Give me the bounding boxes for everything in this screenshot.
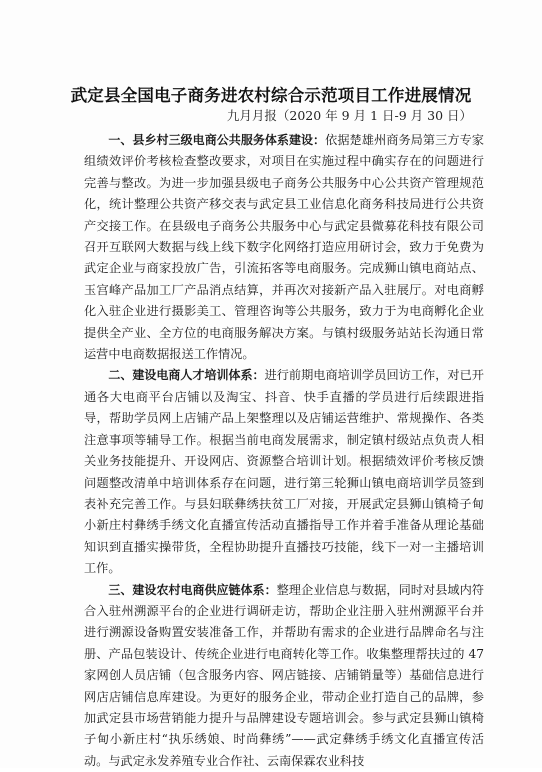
section-1-paragraph xyxy=(84,130,484,365)
section-3-heading: 三、建设农村电商供应链体系： xyxy=(108,582,277,597)
section-2-heading: 二、建设电商人才培训体系： xyxy=(108,368,265,383)
section-1-heading: 一、县乡村三级电商公共服务体系建设： xyxy=(108,133,326,147)
document-body xyxy=(84,130,484,772)
document-title: 武定县全国电子商务进农村综合示范项目工作进展情况 xyxy=(70,86,472,105)
section-2-text: 进行前期电商培训学员回访工作，对已开通各大电商平台店铺以及淘宝、抖音、快手直播的学员进行后续跟进指导，帮助学员网上店铺产品上架整理以及店铺运营维护、常规操作、各类注意事项等辅导工作。根据当前电商发展需求，制定镇村级站点负责人相关业务技能提升、开设网店、资源整合培训计划。根据绩效评价考核反馈问题整改清单中培训体系存在问题，进行第三轮狮山镇电商培训学员签到表补充完善工作。与县妇联彝绣扶贫工厂对接，开展武定县狮山镇椅子甸小新庄村彝绣手绣文化直播宣传活动直播指导工作并着手准备从理论基础知识到直播实操带货，全程协助提升直播技巧技能，线下一对一主播培训工作。 xyxy=(84,368,484,576)
document-subtitle: 九月月报（2020 年 9 月 1 日-9 月 30 日） xyxy=(226,108,472,123)
section-3-text: 整理企业信息与数据，同时对县域内符合入驻州溯源平台的企业进行调研走访，帮助企业注册入驻州溯源平台并进行溯源设备购置安装准备工作，并帮助有需求的企业进行品牌命名与注册、产品包装设计、传统企业进行电商转化等工作。收集整理帮扶过的 47 家网创人员店铺（包含服务内容、网店链接、店铺销量等）基础信息进行网店店铺信息库建设。为更好的服务企业，带动企业打造自己的品牌，参加武定县市场营销能力提升与品牌建设专题培训会。参与武定县狮山镇椅子甸小新庄村“执乐绣娘、时尚彝绣”——武定彝绣手绣文化直播宣传活动。与武定永发养殖专业合作社、云南保霖农业科技 xyxy=(84,582,484,768)
section-2-paragraph xyxy=(84,365,484,579)
section-3-paragraph xyxy=(84,580,484,772)
section-1-text: 依据楚雄州商务局第三方专家组绩效评价考核检查整改要求，对项目在实施过程中确实存在的问题进行完善与整改。为进一步加强县级电子商务公共服务中心公共资产管理规范化，统计整理公共资产移交表与武定县工业信息化商务科技局进行公共资产交接工作。在县级电子商务公共服务中心与武定县微募花科技有限公司召开互联网大数据与线上线下数字化网络打造应用研讨会，致力于免费为武定企业与商家投放广告，引流拓客等电商服务。完成狮山镇电商站点、玉宫峰产品加工厂产品消点结算，并再次对接新产品入驻展厅。对电商孵化入驻企业进行摄影美工、管理咨询等公共服务，致力于为电商孵化企业提供全产业、全方位的电商服务解决方案。与镇村级服务站站长沟通日常运营中电商数据报送工作情况。 xyxy=(84,133,484,362)
